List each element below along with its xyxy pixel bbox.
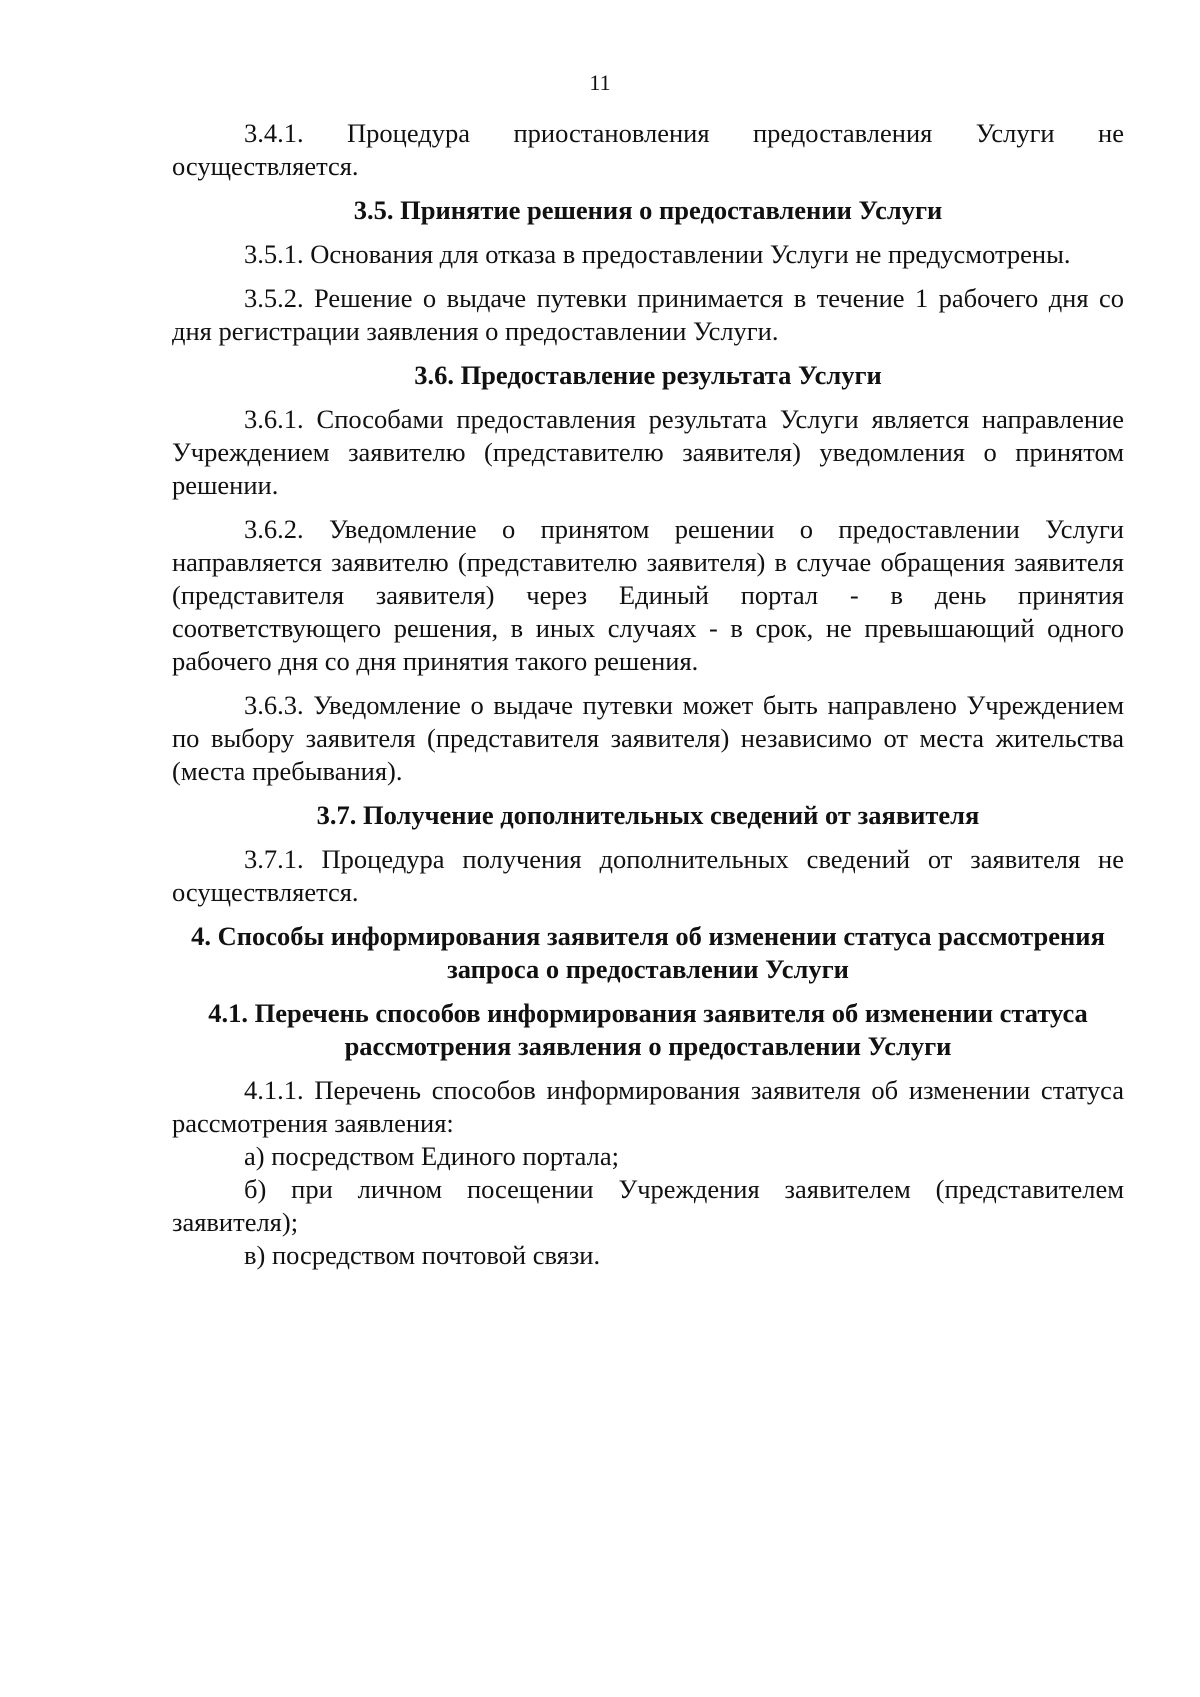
document-body [172, 117, 1124, 1272]
heading-3-5: 3.5. Принятие решения о предоставлении Услуги [353, 195, 943, 225]
paragraph-3-6-2: 3.6.2. Уведомление о принятом решении о предоставлении Услуги направляется заявителю (представителю заявителя) в случае обращения заявителя (представителя заявителя) через Единый портал - в день принятия соответствующего решения, в иных случаях - в срок, не превышающий одного рабочего дня со дня принятия такого решения. [172, 514, 1124, 676]
list-item-b: б) при личном посещении Учреждения заявителем (представителем заявителя); [172, 1174, 1124, 1237]
heading-3-6: 3.6. Предоставление результата Услуги [414, 360, 882, 390]
list-item-v: в) посредством почтовой связи. [244, 1240, 601, 1270]
list-item-a: а) посредством Единого портала; [244, 1141, 619, 1171]
paragraph-3-5-2: 3.5.2. Решение о выдаче путевки принимается в течение 1 рабочего дня со дня регистрации заявления о предоставлении Услуги. [172, 283, 1124, 346]
paragraph-3-7-1: 3.7.1. Процедура получения дополнительных сведений от заявителя не осуществляется. [172, 844, 1124, 907]
page-number: 11 [589, 70, 611, 95]
heading-4: 4. Способы информирования заявителя об изменении статуса рассмотрения запроса о предоставлении Услуги [191, 921, 1105, 984]
paragraph-4-1-1: 4.1.1. Перечень способов информирования заявителя об изменении статуса рассмотрения заявления: [172, 1075, 1124, 1138]
paragraph-3-4-1: 3.4.1. Процедура приостановления предоставления Услуги не осуществляется. [172, 118, 1124, 181]
paragraph-3-5-1: 3.5.1. Основания для отказа в предоставлении Услуги не предусмотрены. [244, 239, 1071, 269]
paragraph-3-6-1: 3.6.1. Способами предоставления результата Услуги является направление Учреждением заявителю (представителю заявителя) уведомления о принятом решении. [172, 404, 1124, 500]
paragraph-3-6-3: 3.6.3. Уведомление о выдаче путевки может быть направлено Учреждением по выбору заявителя (представителя заявителя) независимо от места жительства (места пребывания). [172, 690, 1124, 786]
heading-4-1: 4.1. Перечень способов информирования заявителя об изменении статуса рассмотрения заявления о предоставлении Услуги [208, 998, 1088, 1061]
heading-3-7: 3.7. Получение дополнительных сведений от заявителя [316, 800, 980, 830]
